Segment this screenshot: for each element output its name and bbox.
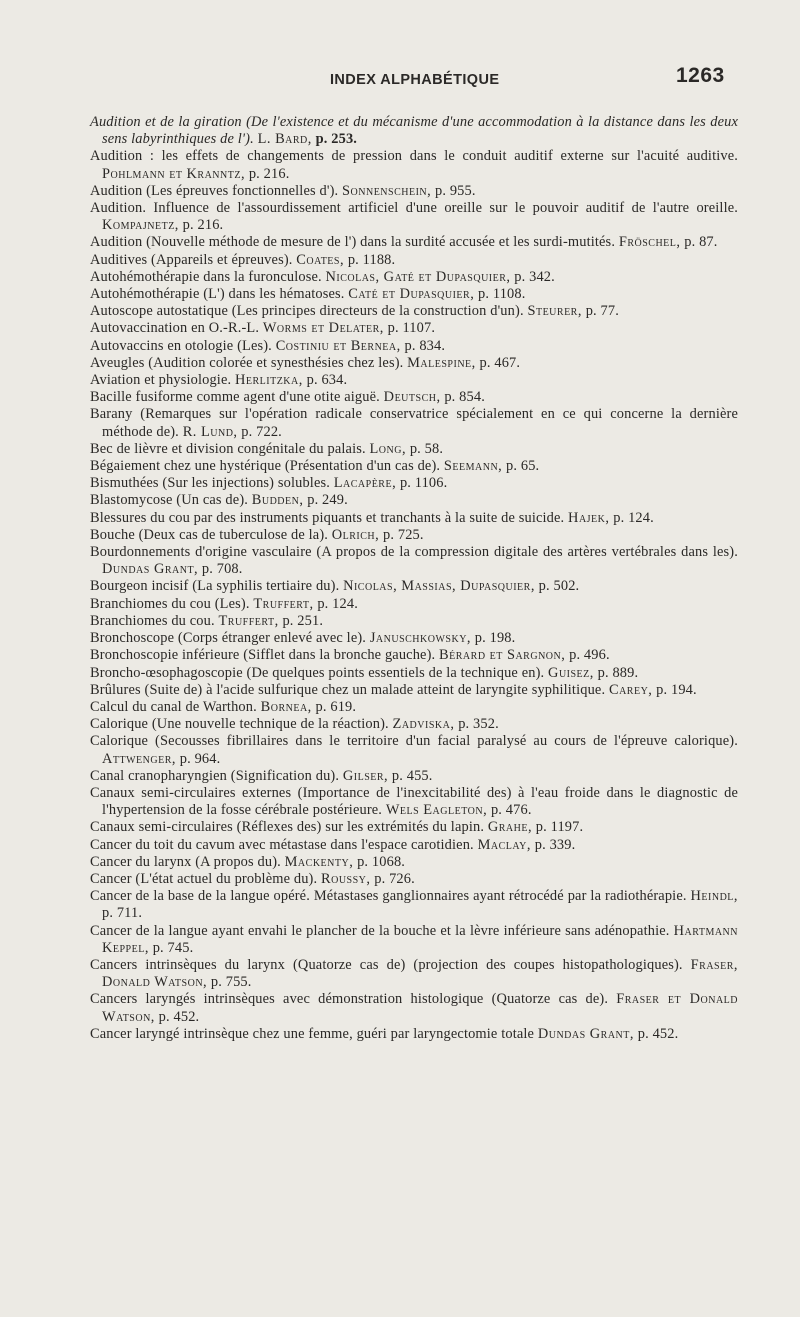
- index-entry: [90, 510, 738, 527]
- entry-subject: Bacille fusiforme comme agent d'une otite aiguë.: [90, 389, 380, 406]
- entry-subject: Broncho-œsophagoscopie (De quelques points essentiels de la technique en).: [90, 664, 545, 681]
- entry-author: Nicolas, Massias, Dupasquier,: [343, 578, 535, 595]
- entry-author: Worms et Delater,: [262, 320, 384, 337]
- entry-author: Bornea,: [260, 698, 312, 715]
- index-entry: [90, 888, 738, 922]
- entry-page-ref: p. 216.: [248, 165, 290, 182]
- index-entry: [90, 1026, 738, 1043]
- index-entry: [90, 768, 738, 785]
- entry-author: Sonnenschein,: [342, 182, 432, 199]
- index-entry: [90, 527, 738, 544]
- entry-page-ref: p. 251.: [282, 612, 324, 629]
- index-entry: [90, 854, 738, 871]
- index-entry: [90, 837, 738, 854]
- entry-author: Roussy,: [321, 870, 371, 887]
- index-entry: [90, 252, 738, 269]
- entry-subject: Autovaccins en otologie (Les).: [90, 337, 272, 354]
- index-entry: [90, 957, 738, 991]
- entry-subject: Auditives (Appareils et épreuves).: [90, 251, 293, 268]
- index-entry: [90, 355, 738, 372]
- entry-author: Zadviska,: [392, 716, 455, 733]
- entry-author: Dundas Grant,: [102, 561, 199, 578]
- entry-page-ref: p. 708.: [201, 561, 243, 578]
- entry-author: R. Lund,: [182, 423, 238, 440]
- entry-subject: Bégaiement chez une hystérique (Présentation d'un cas de).: [90, 458, 441, 475]
- entry-subject: Bronchoscope (Corps étranger enlevé avec le).: [90, 630, 367, 647]
- index-entry: [90, 338, 738, 355]
- index-entry: [90, 665, 738, 682]
- entry-subject: Canaux semi-circulaires (Réflexes des) sur les extrémités du lapin.: [90, 819, 485, 836]
- entry-page-ref: p. 619.: [315, 698, 357, 715]
- entry-page-ref: p. 726.: [374, 870, 415, 887]
- entry-page-ref: p. 342.: [514, 268, 555, 285]
- entry-subject: Audition (Les épreuves fonctionnelles d').: [90, 182, 339, 199]
- entry-author: Wels Eagleton,: [385, 802, 488, 819]
- entry-author: Bérard et Sargnon,: [439, 647, 566, 664]
- entry-subject: Audition. Influence de l'assourdissement artificiel d'une oreille sur le pouvoir auditif de l'autre oreille.: [90, 200, 738, 217]
- entry-author: Hartmann Keppel,: [102, 922, 739, 956]
- entry-page-ref: p. 467.: [479, 354, 521, 371]
- entry-author: Malespine,: [407, 354, 476, 371]
- entry-author: Truffert,: [218, 612, 279, 629]
- entry-page-ref: p. 889.: [597, 664, 639, 681]
- entry-page-ref: p. 711.: [102, 905, 143, 922]
- entry-page-ref: p. 745.: [152, 939, 194, 956]
- index-entry: [90, 320, 738, 337]
- index-entry: [90, 441, 738, 458]
- entry-subject: Brûlures (Suite de) à l'acide sulfurique chez un malade atteint de laryngite syphilitique.: [90, 681, 606, 698]
- entry-page-ref: p. 253.: [315, 131, 358, 148]
- index-entry: [90, 716, 738, 733]
- entry-author: Attwenger,: [102, 750, 176, 767]
- index-entry: [90, 406, 738, 440]
- entry-author: Herlitzka,: [234, 372, 303, 389]
- entry-author: Januschkowsky,: [369, 630, 472, 647]
- entry-subject: Audition : les effets de changements de pression dans le conduit auditif externe sur l'acuité auditive.: [90, 148, 738, 165]
- entry-author: Seemann,: [443, 458, 503, 475]
- entry-subject: Autoscope autostatique (Les principes directeurs de la construction d'un).: [90, 303, 524, 320]
- entry-page-ref: p. 834.: [404, 337, 446, 354]
- index-entry: [90, 647, 738, 664]
- entry-author: Steurer,: [527, 303, 582, 320]
- entry-page-ref: p. 249.: [307, 492, 348, 509]
- entry-page-ref: p. 722.: [241, 423, 282, 440]
- index-entry: [90, 578, 738, 595]
- index-entry: [90, 544, 738, 578]
- entry-subject: Cancers laryngés intrinsèques avec démonstration histologique (Quatorze cas de).: [90, 991, 609, 1008]
- index-entry: [90, 613, 738, 630]
- entry-subject: Cancer de la langue ayant envahi le plancher de la bouche et la lèvre inférieure sans adénopathie.: [90, 922, 670, 939]
- index-entry: [90, 699, 738, 716]
- entry-author: Costiniu et Bernea,: [275, 337, 401, 354]
- index-entry: [90, 475, 738, 492]
- index-entry: [90, 785, 738, 819]
- index-entries: [90, 114, 738, 1043]
- entry-author: Lacapère,: [333, 475, 397, 492]
- entry-author: Fraser et Donald Watson,: [102, 991, 738, 1025]
- index-entry: [90, 234, 738, 251]
- entry-page-ref: p. 77.: [585, 303, 619, 320]
- entry-author: Coates,: [296, 251, 345, 268]
- entry-page-ref: p. 452.: [637, 1025, 679, 1042]
- entry-subject: Autohémothérapie dans la furonculose.: [90, 268, 322, 285]
- entry-author: Guisez,: [548, 664, 594, 681]
- entry-author: Heindl,: [690, 888, 739, 905]
- entry-author: Grahe,: [487, 819, 533, 836]
- entry-page-ref: p. 634.: [306, 372, 348, 389]
- entry-author: Fröschel,: [618, 234, 681, 251]
- entry-subject: Cancer du larynx (A propos du).: [90, 853, 281, 870]
- entry-author: Maclay,: [477, 836, 531, 853]
- entry-subject: Audition et de la giration (De l'existence et du mécanisme d'une accommodation à la distance dans les deux sens labyrinthiques de l').: [90, 114, 738, 148]
- entry-author: Hajek,: [568, 509, 610, 526]
- index-entry: [90, 286, 738, 303]
- entry-page-ref: p. 58.: [409, 440, 444, 457]
- entry-page-ref: p. 955.: [435, 182, 476, 199]
- index-entry: [90, 148, 738, 182]
- entry-subject: Autovaccination en O.-R.-L.: [90, 320, 260, 337]
- entry-subject: Bourgeon incisif (La syphilis tertiaire du).: [90, 578, 340, 595]
- entry-author: Pohlmann et Kranntz,: [102, 165, 246, 182]
- entry-subject: Bourdonnements d'origine vasculaire (A propos de la compression digitale des artères vertébrales dans les).: [90, 544, 738, 561]
- entry-page-ref: p. 124.: [317, 595, 358, 612]
- index-entry: [90, 458, 738, 475]
- entry-subject: Cancer du toit du cavum avec métastase dans l'espace carotidien.: [90, 836, 474, 853]
- entry-subject: Aveugles (Audition colorée et synesthésies chez les).: [90, 354, 404, 371]
- entry-subject: Cancer de la base de la langue opéré. Métastases ganglionnaires ayant rétrocédé par la radiothérapie.: [90, 888, 687, 905]
- page-number: 1263: [676, 64, 725, 87]
- entry-author: Kompajnetz,: [102, 217, 179, 234]
- index-entry: [90, 492, 738, 509]
- entry-page-ref: p. 725.: [383, 526, 424, 543]
- entry-page-ref: p. 198.: [474, 630, 516, 647]
- entry-subject: Bouche (Deux cas de tuberculose de la).: [90, 526, 329, 543]
- entry-author: Truffert,: [253, 595, 314, 612]
- running-title: INDEX ALPHABÉTIQUE: [330, 72, 500, 88]
- index-entry: [90, 183, 738, 200]
- entry-subject: Barany (Remarques sur l'opération radicale conservatrice spécialement en ce qui concerne la dernière méthode de).: [90, 406, 738, 440]
- entry-subject: Aviation et physiologie.: [90, 372, 232, 389]
- entry-page-ref: p. 502.: [538, 578, 580, 595]
- index-entry: [90, 819, 738, 836]
- entry-page-ref: p. 1197.: [535, 819, 584, 836]
- entry-subject: Calorique (Une nouvelle technique de la réaction).: [90, 716, 389, 733]
- index-entry: [90, 372, 738, 389]
- entry-author: Fraser, Donald Watson,: [102, 956, 738, 991]
- entry-author: Nicolas, Gaté et Dupasquier,: [325, 268, 511, 285]
- index-entry: [90, 200, 738, 234]
- entry-subject: Cancers intrinsèques du larynx (Quatorze cas de) (projection des coupes histopathologiques).: [90, 956, 683, 973]
- entry-subject: Calcul du canal de Warthon.: [90, 698, 257, 715]
- entry-page-ref: p. 964.: [179, 750, 221, 767]
- index-entry: [90, 389, 738, 406]
- entry-page-ref: p. 65.: [506, 458, 540, 475]
- index-entry: [90, 596, 738, 613]
- index-entry: [90, 303, 738, 320]
- entry-page-ref: p. 1068.: [357, 853, 406, 870]
- entry-subject: Bronchoscopie inférieure (Sifflet dans la bronche gauche).: [90, 647, 436, 664]
- entry-subject: Branchiomes du cou.: [90, 612, 215, 629]
- entry-page-ref: p. 496.: [569, 647, 610, 664]
- entry-page-ref: p. 352.: [458, 716, 499, 733]
- entry-page-ref: p. 194.: [656, 681, 697, 698]
- entry-page-ref: p. 455.: [391, 767, 433, 784]
- entry-page-ref: p. 476.: [490, 802, 532, 819]
- entry-page-ref: p. 755.: [210, 974, 252, 991]
- index-entry: [90, 991, 738, 1025]
- entry-page-ref: p. 854.: [444, 389, 485, 406]
- entry-subject: Bismuthées (Sur les injections) solubles.: [90, 475, 330, 492]
- index-entry: [90, 871, 738, 888]
- entry-author: Budden,: [251, 492, 304, 509]
- entry-page-ref: p. 87.: [684, 234, 718, 251]
- index-entry: [90, 114, 738, 148]
- index-entry: [90, 630, 738, 647]
- entry-subject: Cancer laryngé intrinsèque chez une femme, guéri par laryngectomie totale: [90, 1025, 535, 1042]
- entry-author: Deutsch,: [383, 389, 441, 406]
- entry-author: Olrich,: [331, 526, 380, 543]
- entry-author: Gilser,: [342, 767, 389, 784]
- entry-author: Caté et Dupasquier,: [348, 286, 475, 303]
- entry-page-ref: p. 216.: [182, 217, 224, 234]
- index-entry: [90, 269, 738, 286]
- entry-subject: Branchiomes du cou (Les).: [90, 595, 250, 612]
- entry-page-ref: p. 1108.: [478, 286, 526, 303]
- index-entry: [90, 733, 738, 767]
- entry-author: Mackenty,: [284, 853, 354, 870]
- entry-subject: Blastomycose (Un cas de).: [90, 492, 249, 509]
- entry-subject: Bec de lièvre et division congénitale du palais.: [90, 440, 366, 457]
- entry-author: L. Bard,: [257, 131, 312, 148]
- page-header: [0, 62, 800, 96]
- entry-author: Carey,: [608, 681, 653, 698]
- entry-page-ref: p. 1188.: [347, 251, 396, 268]
- entry-subject: Autohémothérapie (L') dans les hématoses.: [90, 286, 345, 303]
- entry-subject: Canal cranopharyngien (Signification du).: [90, 767, 340, 784]
- entry-subject: Blessures du cou par des instruments piquants et tranchants à la suite de suicide.: [90, 509, 565, 526]
- entry-page-ref: p. 452.: [158, 1008, 200, 1025]
- entry-page-ref: p. 124.: [613, 509, 654, 526]
- index-entry: [90, 682, 738, 699]
- entry-subject: Calorique (Secousses fibrillaires dans le territoire d'un facial paralysé au cours de l'épreuve calorique).: [90, 733, 738, 750]
- index-entry: [90, 923, 738, 957]
- entry-subject: Cancer (L'état actuel du problème du).: [90, 870, 318, 887]
- entry-page-ref: p. 339.: [534, 836, 576, 853]
- entry-subject: Audition (Nouvelle méthode de mesure de l') dans la surdité accusée et les surdi-mutités.: [90, 234, 616, 251]
- entry-page-ref: p. 1106.: [399, 475, 448, 492]
- entry-page-ref: p. 1107.: [387, 320, 436, 337]
- entry-author: Dundas Grant,: [537, 1025, 634, 1042]
- entry-author: Long,: [369, 440, 407, 457]
- entry-subject: Canaux semi-circulaires externes (Importance de l'inexcitabilité des) à l'eau froide dans le diagnostic de l'hypertension de la fosse cérébrale postérieure.: [90, 784, 738, 819]
